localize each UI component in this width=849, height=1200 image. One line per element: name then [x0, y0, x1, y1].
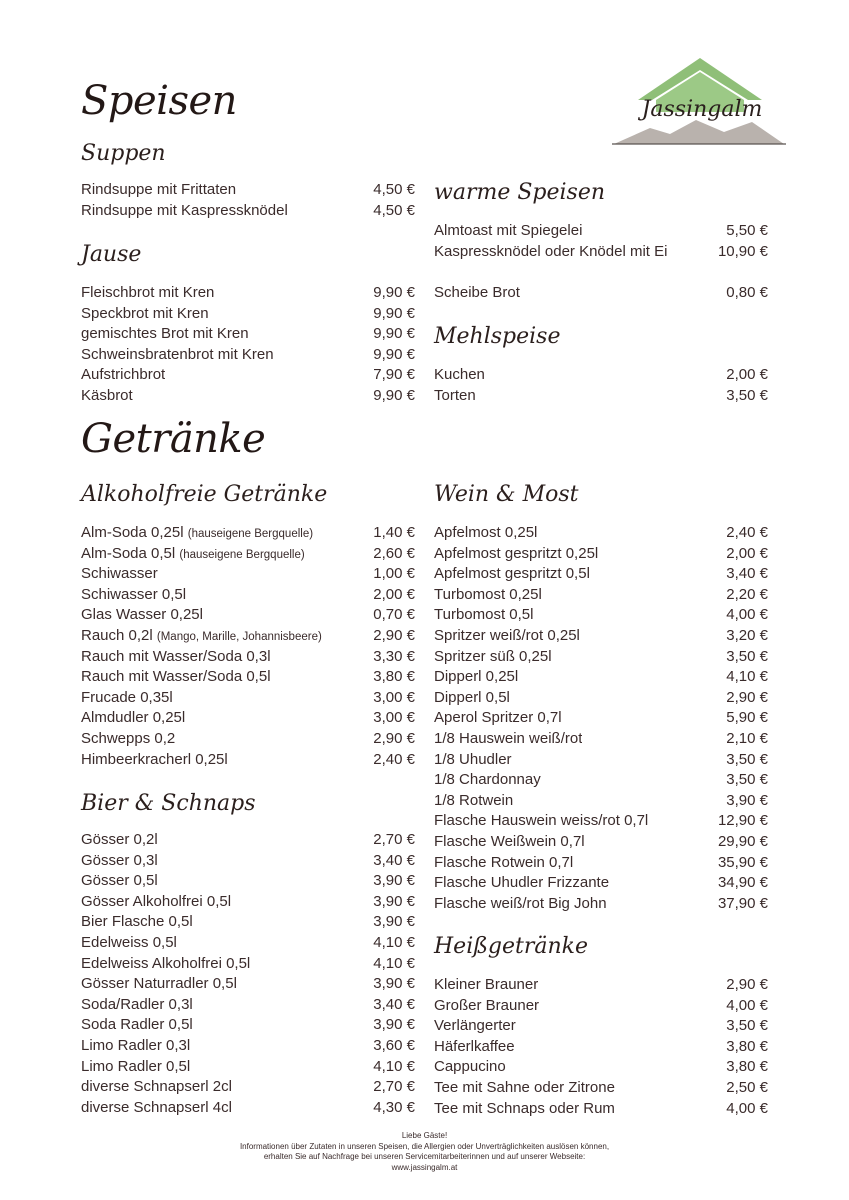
item-name-wrap — [434, 708, 562, 729]
item-name-wrap — [81, 892, 231, 913]
item-name: Tee mit Schnaps oder Rum — [434, 1099, 615, 1117]
bier-schnaps-heading: Bier & Schnaps — [81, 791, 256, 816]
menu-item — [434, 564, 768, 585]
item-price: 2,20 € — [726, 585, 768, 603]
item-name-wrap — [434, 1099, 615, 1120]
item-name-wrap — [81, 1098, 232, 1119]
menu-item — [434, 386, 768, 407]
item-name-wrap — [434, 688, 510, 709]
menu-item — [81, 386, 415, 407]
item-price: 3,20 € — [726, 626, 768, 644]
item-name-wrap — [81, 386, 133, 407]
warme-speisen-list — [434, 221, 768, 262]
item-price: 3,90 € — [373, 1016, 415, 1034]
item-name: Torten — [434, 386, 476, 404]
item-note: (Mango, Marille, Johannisbeere) — [156, 630, 322, 643]
item-name-wrap — [81, 1077, 232, 1098]
menu-item — [81, 585, 415, 606]
item-price: 3,90 € — [373, 975, 415, 993]
item-name: Scheibe Brot — [434, 284, 520, 301]
item-price: 5,50 € — [726, 222, 768, 239]
item-name-wrap — [434, 853, 573, 874]
item-name: Gösser 0,3l — [81, 851, 158, 869]
item-name: Apfelmost 0,25l — [434, 524, 538, 541]
menu-item — [81, 667, 415, 688]
menu-item-scheibe-brot — [434, 283, 768, 304]
menu-item — [434, 1037, 768, 1058]
item-price: 0,70 € — [373, 606, 415, 624]
item-name: Flasche Hauswein weiss/rot 0,7l — [434, 812, 649, 830]
item-name: Himbeerkracherl 0,25l — [81, 750, 228, 768]
menu-item — [81, 708, 415, 729]
item-name-wrap — [434, 386, 476, 407]
item-name-wrap — [434, 894, 607, 915]
menu-item — [81, 1057, 415, 1078]
item-price: 3,80 € — [373, 668, 415, 686]
item-name-wrap — [81, 750, 228, 771]
logo-text: Jassingalm — [641, 97, 763, 122]
footer-greeting: Liebe Gäste! — [401, 1131, 448, 1140]
menu-item — [434, 585, 768, 606]
item-price: 10,90 € — [717, 242, 768, 260]
item-name-wrap — [434, 667, 518, 688]
item-price: 3,00 € — [373, 688, 415, 706]
menu-item — [81, 180, 415, 201]
item-price: 35,90 € — [717, 853, 768, 871]
item-name: Apfelmost gespritzt 0,25l — [434, 544, 599, 562]
item-name: diverse Schnapserl 2cl — [81, 1078, 232, 1096]
menu-item — [434, 996, 768, 1017]
item-price: 1,00 € — [373, 565, 415, 583]
item-name-wrap — [81, 585, 186, 606]
menu-item — [81, 729, 415, 750]
item-name: Schweinsbratenbrot mit Kren — [81, 345, 274, 363]
item-name: Tee mit Sahne oder Zitrone — [434, 1078, 615, 1096]
item-price: 1,40 € — [373, 524, 415, 541]
menu-item — [434, 811, 768, 832]
item-price: 2,90 € — [726, 976, 768, 993]
menu-item — [81, 688, 415, 709]
item-price: 3,90 € — [373, 913, 415, 931]
item-price: 4,50 € — [373, 201, 415, 219]
menu-item — [434, 1078, 768, 1099]
menu-item — [434, 667, 768, 688]
item-name-wrap — [434, 811, 648, 832]
menu-item — [434, 853, 768, 874]
item-name-wrap — [434, 873, 609, 894]
item-name: Limo Radler 0,5l — [81, 1057, 191, 1075]
item-name-wrap — [81, 523, 313, 545]
menu-item — [81, 647, 415, 668]
menu-item — [81, 283, 415, 304]
item-price: 3,80 € — [726, 1058, 768, 1076]
menu-item — [434, 365, 768, 386]
menu-item — [81, 750, 415, 771]
menu-item — [81, 304, 415, 325]
item-note: (hauseigene Bergquelle) — [187, 528, 314, 540]
item-price: 4,50 € — [373, 181, 415, 198]
item-price: 2,90 € — [373, 729, 415, 747]
item-name: Schiwasser 0,5l — [81, 585, 187, 603]
item-name: Rindsuppe mit Frittaten — [81, 181, 237, 198]
item-price: 3,90 € — [373, 872, 415, 890]
item-name-wrap — [434, 647, 552, 668]
item-name-wrap — [434, 1057, 506, 1078]
menu-item — [81, 523, 415, 544]
menu-item — [81, 1098, 415, 1119]
item-name: Alm-Soda 0,5l — [81, 544, 176, 562]
menu-item — [434, 1057, 768, 1078]
item-price: 3,40 € — [726, 565, 768, 583]
item-name: Edelweiss Alkoholfrei 0,5l — [81, 954, 251, 972]
item-price: 9,90 € — [373, 345, 415, 363]
item-name-wrap — [81, 871, 158, 892]
alkoholfrei-list — [81, 523, 415, 770]
item-price: 4,10 € — [373, 954, 415, 972]
item-price: 2,90 € — [726, 688, 768, 706]
item-name-wrap — [81, 830, 158, 851]
footer-info-line: erhalten Sie auf Nachfrage bei unseren Servicemitarbeiterinnen und auf unserer Webseite: — [263, 1152, 586, 1161]
item-name: Almdudler 0,25l — [81, 709, 186, 727]
menu-item — [434, 544, 768, 565]
item-name-wrap — [434, 365, 485, 386]
item-name-wrap — [434, 832, 585, 853]
item-name-wrap — [81, 564, 158, 585]
item-price: 3,00 € — [373, 709, 415, 727]
item-name-wrap — [81, 688, 173, 709]
item-price: 3,40 € — [373, 851, 415, 869]
alkoholfrei-heading: Alkoholfreie Getränke — [81, 482, 328, 507]
item-price: 4,10 € — [726, 668, 768, 686]
item-name: Flasche Weißwein 0,7l — [434, 832, 585, 850]
menu-item — [81, 933, 415, 954]
item-name: Spritzer weiß/rot 0,25l — [434, 626, 580, 644]
item-name-wrap — [81, 304, 209, 325]
item-name-wrap — [434, 1016, 516, 1037]
menu-item — [434, 647, 768, 668]
item-price: 3,50 € — [726, 771, 768, 789]
menu-item — [81, 626, 415, 647]
item-name-wrap — [81, 667, 271, 688]
item-name-wrap — [81, 1057, 190, 1078]
item-name-wrap — [81, 345, 274, 366]
item-name-wrap — [81, 324, 249, 345]
jause-heading: Jause — [81, 242, 142, 267]
item-name-wrap — [81, 365, 165, 386]
item-price: 2,00 € — [726, 544, 768, 562]
menu-item — [434, 605, 768, 626]
menu-item — [81, 324, 415, 345]
item-name: Dipperl 0,5l — [434, 688, 510, 706]
item-price: 3,90 € — [726, 791, 768, 809]
menu-item — [434, 832, 768, 853]
item-name: Schiwasser — [81, 565, 158, 583]
item-name-wrap — [434, 750, 512, 771]
menu-item — [81, 830, 415, 851]
item-name: Kaspressknödel oder Knödel mit Ei — [434, 242, 668, 260]
item-price: 3,80 € — [726, 1037, 768, 1055]
item-name: Kleiner Brauner — [434, 976, 539, 993]
menu-item — [81, 605, 415, 626]
item-name: Rindsuppe mit Kaspressknödel — [81, 201, 288, 219]
item-name-wrap — [81, 708, 185, 729]
item-name: 1/8 Uhudler — [434, 750, 512, 768]
item-price: 2,00 € — [726, 366, 768, 383]
item-name-wrap — [81, 626, 322, 648]
item-name: Glas Wasser 0,25l — [81, 606, 203, 624]
item-name-wrap — [434, 770, 541, 791]
item-name: Käsbrot — [81, 386, 133, 404]
item-name: Gösser 0,2l — [81, 831, 158, 848]
jassingalm-logo — [612, 56, 786, 148]
item-name: Dipperl 0,25l — [434, 668, 519, 686]
item-price: 9,90 € — [373, 284, 415, 301]
menu-item — [81, 954, 415, 975]
item-name-wrap — [81, 954, 250, 975]
item-name: Cappucino — [434, 1058, 506, 1076]
item-price: 3,50 € — [726, 386, 768, 404]
item-price: 9,90 € — [373, 304, 415, 322]
item-name-wrap — [81, 647, 271, 668]
mehlspeise-list — [434, 365, 768, 406]
menu-item — [434, 688, 768, 709]
item-name-wrap — [81, 283, 214, 304]
item-name: Speckbrot mit Kren — [81, 304, 209, 322]
heissgetraenke-list — [434, 975, 768, 1119]
item-price: 0,80 € — [726, 284, 768, 301]
item-name-wrap — [81, 544, 305, 566]
item-name: Verlängerter — [434, 1017, 516, 1035]
speisen-title: Speisen — [81, 78, 237, 124]
menu-item — [434, 770, 768, 791]
item-price: 34,90 € — [717, 874, 768, 892]
item-price: 7,90 € — [373, 366, 415, 384]
item-name-wrap — [81, 605, 203, 626]
item-name: Spritzer süß 0,25l — [434, 647, 552, 665]
item-name: Gösser Naturradler 0,5l — [81, 975, 237, 993]
menu-item — [81, 871, 415, 892]
menu-item — [81, 1036, 415, 1057]
menu-item — [434, 221, 768, 242]
item-price: 3,50 € — [726, 647, 768, 665]
item-price: 3,90 € — [373, 892, 415, 910]
item-price: 4,10 € — [373, 1057, 415, 1075]
item-name: diverse Schnapserl 4cl — [81, 1098, 232, 1116]
item-name: Turbomost 0,5l — [434, 606, 534, 624]
item-price: 12,90 € — [717, 812, 768, 830]
item-price: 2,00 € — [373, 585, 415, 603]
item-name-wrap — [434, 729, 582, 750]
item-name-wrap — [81, 912, 193, 933]
menu-item — [434, 1099, 768, 1120]
menu-item — [434, 750, 768, 771]
item-name-wrap — [434, 585, 542, 606]
item-price: 37,90 € — [717, 894, 768, 912]
item-name: Edelweiss 0,5l — [81, 933, 177, 951]
item-note: (hauseigene Bergquelle) — [179, 548, 305, 561]
item-price: 2,40 € — [726, 524, 768, 541]
suppen-list — [81, 180, 415, 221]
menu-item — [81, 201, 415, 222]
footer-website: www.jassingalm.at — [391, 1162, 458, 1172]
item-name: Kuchen — [434, 366, 485, 383]
item-price: 4,00 € — [726, 996, 768, 1014]
mehlspeise-heading: Mehlspeise — [434, 324, 561, 349]
item-price: 3,30 € — [373, 647, 415, 665]
item-name: Aufstrichbrot — [81, 366, 166, 384]
item-name: Rauch mit Wasser/Soda 0,3l — [81, 647, 271, 665]
item-price: 9,90 € — [373, 386, 415, 404]
item-price: 5,90 € — [726, 709, 768, 727]
menu-item — [81, 912, 415, 933]
allergen-notice — [0, 1131, 849, 1173]
item-price: 2,10 € — [726, 729, 768, 747]
menu-item — [434, 791, 768, 812]
item-price: 2,50 € — [726, 1078, 768, 1096]
item-name: Gösser Alkoholfrei 0,5l — [81, 892, 232, 910]
item-name-wrap — [434, 1078, 615, 1099]
item-name-wrap — [434, 544, 598, 565]
menu-item — [434, 242, 768, 263]
menu-item — [81, 564, 415, 585]
warme-speisen-heading: warme Speisen — [434, 180, 606, 205]
menu-item — [81, 851, 415, 872]
item-name: Häferlkaffee — [434, 1037, 515, 1055]
wein-most-list — [434, 523, 768, 914]
menu-item — [81, 1077, 415, 1098]
bier-schnaps-list — [81, 830, 415, 1118]
item-price: 3,50 € — [726, 1017, 768, 1035]
item-name: Flasche weiß/rot Big John — [434, 894, 607, 912]
item-price: 4,30 € — [373, 1098, 415, 1116]
menu-item — [434, 1016, 768, 1037]
heissgetraenke-heading: Heißgetränke — [434, 934, 589, 959]
item-name: Schwepps 0,2 — [81, 729, 176, 747]
item-name: Fleischbrot mit Kren — [81, 284, 215, 301]
item-name-wrap — [81, 180, 236, 201]
item-price: 29,90 € — [717, 832, 768, 850]
item-name: Bier Flasche 0,5l — [81, 913, 193, 931]
item-name-wrap — [434, 605, 534, 626]
item-name-wrap — [81, 933, 177, 954]
item-price: 3,50 € — [726, 750, 768, 768]
item-name-wrap — [434, 1037, 515, 1058]
menu-item — [434, 523, 768, 544]
menu-item — [81, 544, 415, 565]
item-name: Flasche Rotwein 0,7l — [434, 853, 574, 871]
item-name: Soda/Radler 0,3l — [81, 995, 193, 1013]
item-name-wrap — [434, 996, 539, 1017]
item-name: Apfelmost gespritzt 0,5l — [434, 565, 590, 583]
item-name-wrap — [81, 729, 175, 750]
item-name-wrap — [81, 201, 288, 222]
item-name-wrap — [81, 995, 193, 1016]
item-name: Aperol Spritzer 0,7l — [434, 709, 562, 727]
item-name-wrap — [434, 626, 580, 647]
item-name-wrap — [434, 975, 538, 996]
item-price: 2,70 € — [373, 831, 415, 848]
item-name: gemischtes Brot mit Kren — [81, 325, 249, 343]
item-name: 1/8 Hauswein weiß/rot — [434, 729, 583, 747]
item-name: Turbomost 0,25l — [434, 585, 542, 603]
item-price: 4,10 € — [373, 933, 415, 951]
item-name: Soda Radler 0,5l — [81, 1016, 193, 1034]
item-name-wrap — [434, 791, 513, 812]
footer-info-line: Informationen über Zutaten in unseren Speisen, die Allergien oder Unverträglichkeiten auslösen können, — [239, 1141, 610, 1151]
suppen-heading: Suppen — [81, 141, 166, 166]
item-name: Flasche Uhudler Frizzante — [434, 874, 610, 892]
menu-item — [81, 974, 415, 995]
item-name: Limo Radler 0,3l — [81, 1036, 191, 1054]
menu-item — [434, 873, 768, 894]
item-price: 2,60 € — [373, 544, 415, 562]
item-price: 9,90 € — [373, 325, 415, 343]
menu-item — [81, 995, 415, 1016]
menu-item — [81, 345, 415, 366]
item-name: Großer Brauner — [434, 996, 540, 1014]
item-price: 3,40 € — [373, 995, 415, 1013]
item-name-wrap — [434, 242, 667, 263]
item-name: Almtoast mit Spiegelei — [434, 222, 583, 239]
jause-list — [81, 283, 415, 407]
item-name-wrap — [434, 564, 590, 585]
menu-item — [434, 626, 768, 647]
item-name: Rauch 0,2l — [81, 626, 153, 644]
item-name-wrap — [81, 974, 237, 995]
item-name: 1/8 Rotwein — [434, 791, 514, 809]
menu-item — [81, 1015, 415, 1036]
menu-item — [434, 729, 768, 750]
item-price: 2,70 € — [373, 1078, 415, 1096]
getraenke-title: Getränke — [81, 416, 266, 462]
item-name: Frucade 0,35l — [81, 688, 173, 706]
item-name: Rauch mit Wasser/Soda 0,5l — [81, 668, 271, 686]
item-name-wrap — [81, 1015, 193, 1036]
wein-most-heading: Wein & Most — [434, 482, 579, 507]
item-name-wrap — [81, 851, 158, 872]
item-price: 4,00 € — [726, 1099, 768, 1117]
item-price: 3,60 € — [373, 1036, 415, 1054]
menu-item — [434, 894, 768, 915]
menu-item — [81, 365, 415, 386]
logo-mountain-house-icon — [612, 56, 786, 148]
item-price: 4,00 € — [726, 606, 768, 624]
item-name-wrap — [81, 1036, 190, 1057]
menu-item — [434, 975, 768, 996]
item-name-wrap — [434, 221, 582, 242]
item-price: 2,40 € — [373, 750, 415, 768]
item-name-wrap — [434, 523, 537, 544]
menu-item — [81, 892, 415, 913]
item-name: Alm-Soda 0,25l — [81, 524, 184, 541]
item-name: Gösser 0,5l — [81, 872, 158, 890]
item-price: 2,90 € — [373, 626, 415, 644]
menu-item — [434, 708, 768, 729]
item-name: 1/8 Chardonnay — [434, 771, 541, 789]
